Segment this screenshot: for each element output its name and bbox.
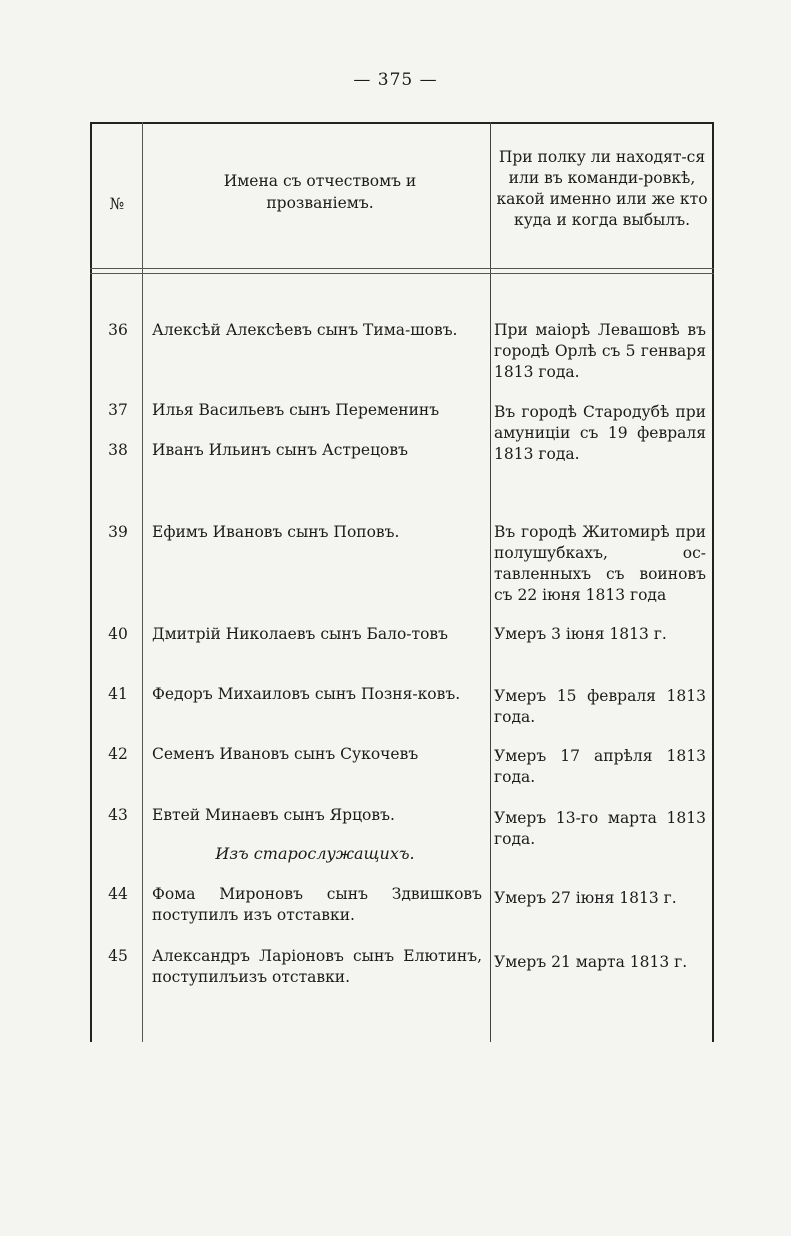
section-label: Изъ старослужащихъ. <box>215 844 415 863</box>
row-40-status: Умеръ 3 іюня 1813 г. <box>494 625 667 643</box>
table-right-border <box>712 122 714 1042</box>
row-41-name: Федоръ Михаиловъ сынъ Позня-ковъ. <box>152 685 461 703</box>
header-status: При полку ли находят-ся или въ команди-ровкѣ, какой именно или же кто куда и когда выбылъ. <box>496 148 708 229</box>
row-38-number: 38 <box>108 441 128 459</box>
row-44-name: Фома Мироновъ сынъ Здвишковъ поступилъ изъ отставки. <box>152 885 482 924</box>
row-44-number: 44 <box>108 885 128 903</box>
row-39-number: 39 <box>108 523 128 541</box>
row-40-number: 40 <box>108 625 128 643</box>
row-40-name: Дмитрій Николаевъ сынъ Бало-товъ <box>152 625 449 643</box>
header-name: Имена съ отчествомъ и прозваніемъ. <box>223 172 417 212</box>
header-rule-top <box>90 268 714 269</box>
row-43-status: Умеръ 13-го марта 1813 года. <box>494 809 706 848</box>
row-39-name: Ефимъ Ивановъ сынъ Поповъ. <box>152 523 400 541</box>
row-37-status: Въ городѣ Стародубѣ при амуниціи съ 19 февраля 1813 года. <box>494 403 706 463</box>
row-45-status: Умеръ 21 марта 1813 г. <box>494 953 688 971</box>
row-41-number: 41 <box>108 685 128 703</box>
row-37-name: Илья Васильевъ сынъ Переменинъ <box>152 401 440 419</box>
row-37-number: 37 <box>108 401 128 419</box>
header-number: № <box>109 195 125 213</box>
table-top-border <box>90 122 714 124</box>
row-42-number: 42 <box>108 745 128 763</box>
row-45-number: 45 <box>108 947 128 965</box>
row-44-status: Умеръ 27 іюня 1813 г. <box>494 889 677 907</box>
row-43-name: Евтей Минаевъ сынъ Ярцовъ. <box>152 806 395 824</box>
row-41-status: Умеръ 15 февраля 1813 года. <box>494 687 706 726</box>
row-36-number: 36 <box>108 321 128 339</box>
page-number: — 375 — <box>353 70 438 90</box>
row-42-name: Семенъ Ивановъ сынъ Сукочевъ <box>152 745 419 763</box>
row-45-name: Александръ Ларіоновъ сынъ Елютинъ, поступилъизъ отставки. <box>152 947 482 986</box>
row-36-status: При маiорѣ Левашовѣ въ городѣ Орлѣ съ 5 генваря 1813 года. <box>494 321 706 381</box>
header-rule-bottom <box>90 273 714 274</box>
row-36-name: Алексѣй Алексѣевъ сынъ Тима-шовъ. <box>152 321 458 339</box>
row-42-status: Умеръ 17 апрѣля 1813 года. <box>494 747 706 786</box>
row-38-name: Иванъ Ильинъ сынъ Астрецовъ <box>152 441 408 459</box>
row-43-number: 43 <box>108 806 128 824</box>
column-divider-2 <box>490 122 491 1042</box>
row-39-status: Въ городѣ Житомирѣ при полушубкахъ, ос-тавленныхъ съ воиновъ съ 22 іюня 1813 года <box>494 523 706 604</box>
